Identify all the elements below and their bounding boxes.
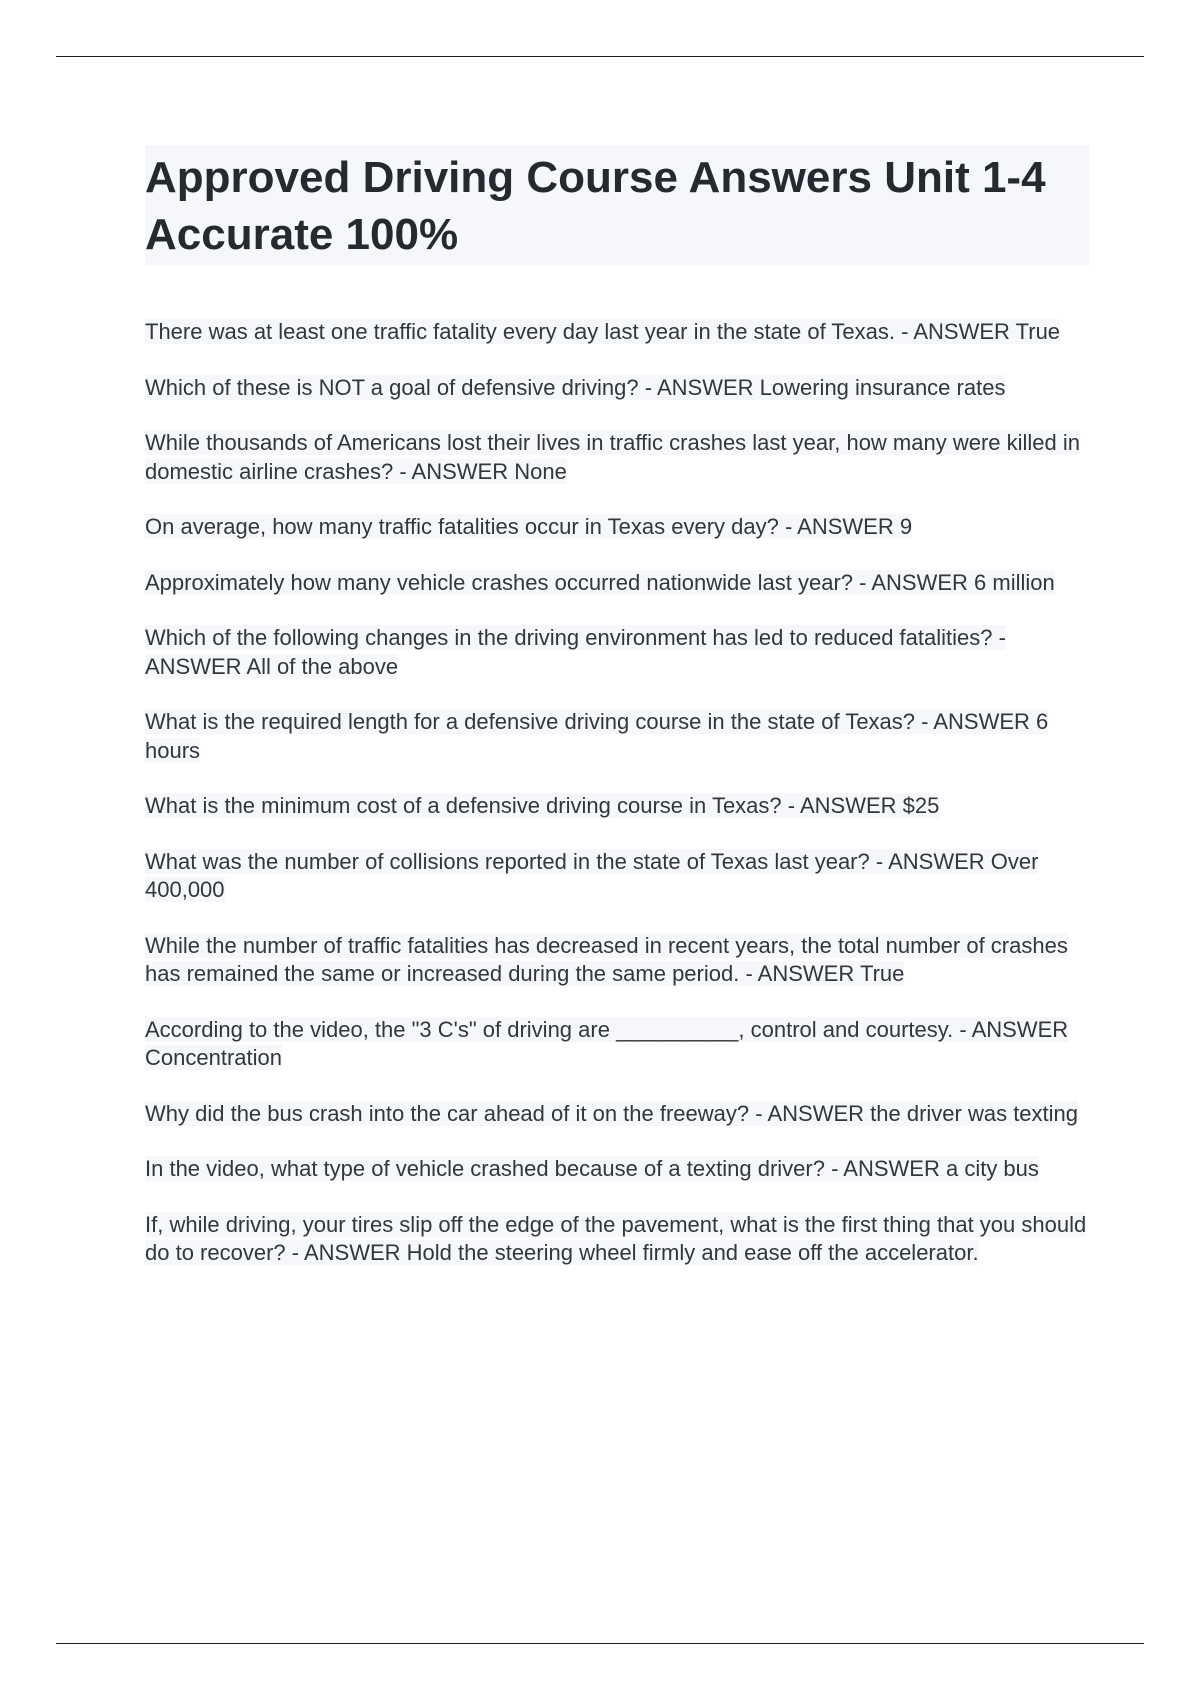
qa-text: Approximately how many vehicle crashes occurred nationwide last year? - ANSWER 6 million: [145, 569, 1055, 595]
qa-text: According to the video, the "3 C's" of driving are __________, control and courtesy. - ANSWER Concentration: [145, 1016, 1069, 1070]
qa-text: While thousands of Americans lost their lives in traffic crashes last year, how many were killed in domestic airline crashes? - ANSWER None: [145, 430, 1080, 484]
qa-item: [145, 708, 1089, 765]
qa-text: What was the number of collisions reported in the state of Texas last year? - ANSWER Over 400,000: [145, 848, 1039, 902]
qa-item: [145, 513, 1089, 542]
qa-item: [145, 429, 1089, 486]
qa-text: What is the required length for a defensive driving course in the state of Texas? - ANSWER 6 hours: [145, 709, 1049, 763]
qa-text: If, while driving, your tires slip off the edge of the pavement, what is the first thing that you should do to recover? - ANSWER Hold the steering wheel firmly and ease off the accelerator.: [145, 1211, 1087, 1265]
bottom-rule: [56, 1643, 1144, 1644]
qa-text: What is the minimum cost of a defensive driving course in Texas? - ANSWER $25: [145, 793, 940, 818]
qa-item: [145, 792, 1089, 821]
qa-text: While the number of traffic fatalities has decreased in recent years, the total number of crashes has remained the same or increased during the same period. - ANSWER True: [145, 932, 1068, 986]
qa-item: [145, 1155, 1089, 1184]
document-title: Approved Driving Course Answers Unit 1-4 Accurate 100%: [145, 145, 1089, 265]
qa-text: There was at least one traffic fatality every day last year in the state of Texas. - ANSWER True: [145, 319, 1061, 344]
qa-item: [145, 569, 1089, 598]
qa-item: [145, 318, 1089, 347]
qa-item: [145, 1016, 1089, 1073]
qa-item: [145, 932, 1089, 989]
top-rule: [56, 56, 1144, 57]
qa-text: On average, how many traffic fatalities occur in Texas every day? - ANSWER 9: [145, 514, 913, 539]
qa-item: [145, 1211, 1089, 1268]
qa-item: [145, 374, 1089, 403]
qa-text: Why did the bus crash into the car ahead of it on the freeway? - ANSWER the driver was texting: [145, 1100, 1079, 1126]
qa-list: [145, 318, 1089, 1268]
qa-text: In the video, what type of vehicle crashed because of a texting driver? - ANSWER a city bus: [145, 1156, 1039, 1181]
qa-item: [145, 848, 1089, 905]
qa-text: Which of the following changes in the driving environment has led to reduced fatalities? - ANSWER All of the above: [145, 625, 1006, 679]
qa-item: [145, 624, 1089, 681]
qa-item: [145, 1100, 1089, 1129]
document-body: [145, 145, 1089, 1295]
qa-text: Which of these is NOT a goal of defensive driving? - ANSWER Lowering insurance rates: [145, 374, 1006, 400]
